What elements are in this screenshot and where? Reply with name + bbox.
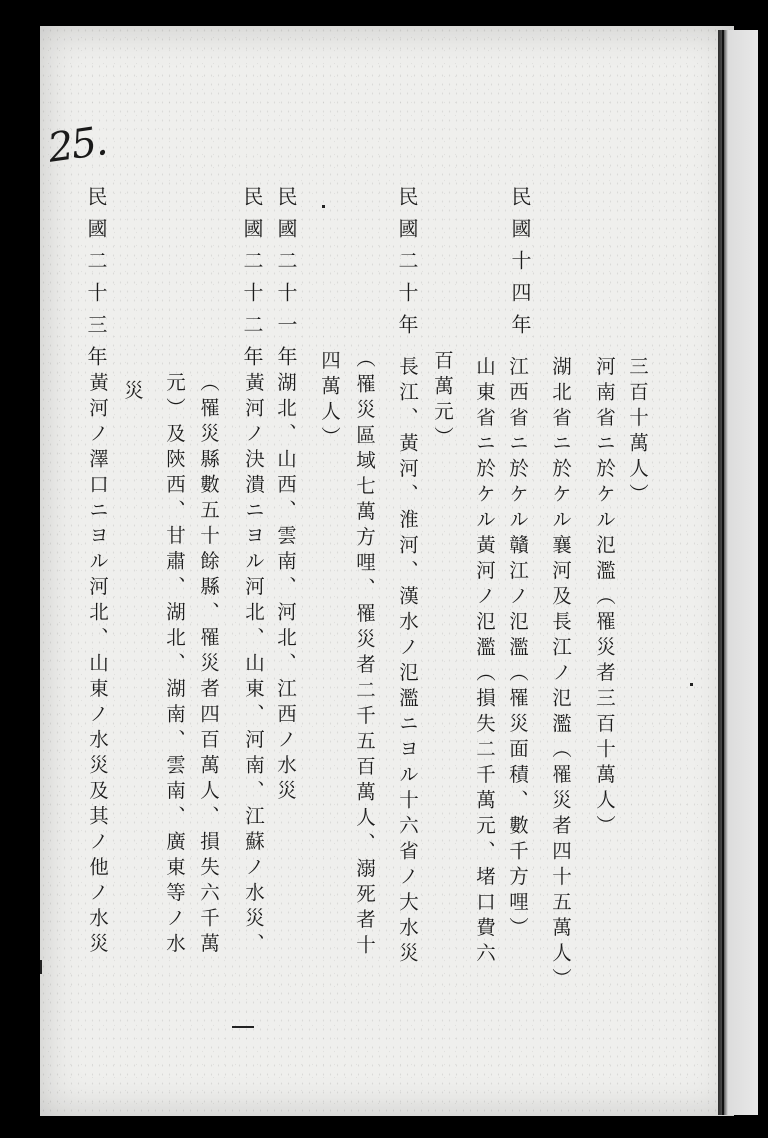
year-heading: 民國十四年 xyxy=(508,186,532,346)
text-column: 災 xyxy=(121,380,144,406)
text-column: 河南省ニ於ケル氾濫（罹災者三百十萬人） xyxy=(593,356,616,841)
year-heading: 民國二十二年 xyxy=(240,186,264,378)
text-column: （罹災區域七萬方哩、罹災者二千五百萬人、溺死者十 xyxy=(353,348,376,960)
scan-speck xyxy=(690,683,693,686)
text-column: 三百十萬人） xyxy=(626,356,649,509)
year-heading: 民國二十年 xyxy=(395,186,419,346)
text-column: （罹災縣數五十餘縣、罹災者四百萬人、損失六千萬 xyxy=(197,372,220,959)
handwritten-page-number: 25. xyxy=(45,118,109,172)
scan-speck xyxy=(322,205,325,208)
text-column: 長江、黃河、淮河、漢水ノ氾濫ニヨル十六省ノ大水災 xyxy=(396,356,419,968)
book-spine xyxy=(718,30,758,1115)
year-heading: 民國二十三年 xyxy=(84,186,108,378)
text-column: 山東省ニ於ケル黃河ノ氾濫（損失二千萬元、堵口費六 xyxy=(473,356,496,968)
text-column: 湖北省ニ於ケル襄河及長江ノ氾濫（罹災者四十五萬人） xyxy=(549,356,572,994)
text-column: 百萬元） xyxy=(431,350,454,452)
paper-texture xyxy=(40,26,734,1116)
scan-speck xyxy=(232,1026,254,1028)
text-column: 江西省ニ於ケル贛江ノ氾濫（罹災面積、數千方哩） xyxy=(506,356,529,943)
document-page xyxy=(40,26,734,1116)
text-column: 元）及陝西、甘肅、湖北、湖南、雲南、廣東等ノ水 xyxy=(163,372,186,959)
scan-speck xyxy=(40,960,42,974)
text-column: 湖北、山西、雲南、河北、江西ノ水災 xyxy=(274,372,297,806)
text-column: 黃河ノ澤口ニヨル河北、山東ノ水災及其ノ他ノ水災 xyxy=(86,372,109,959)
text-column: 黃河ノ決潰ニヨル河北、山東、河南、江蘇ノ水災、 xyxy=(242,372,265,959)
year-heading: 民國二十一年 xyxy=(274,186,298,378)
text-column: 四萬人） xyxy=(318,350,341,452)
